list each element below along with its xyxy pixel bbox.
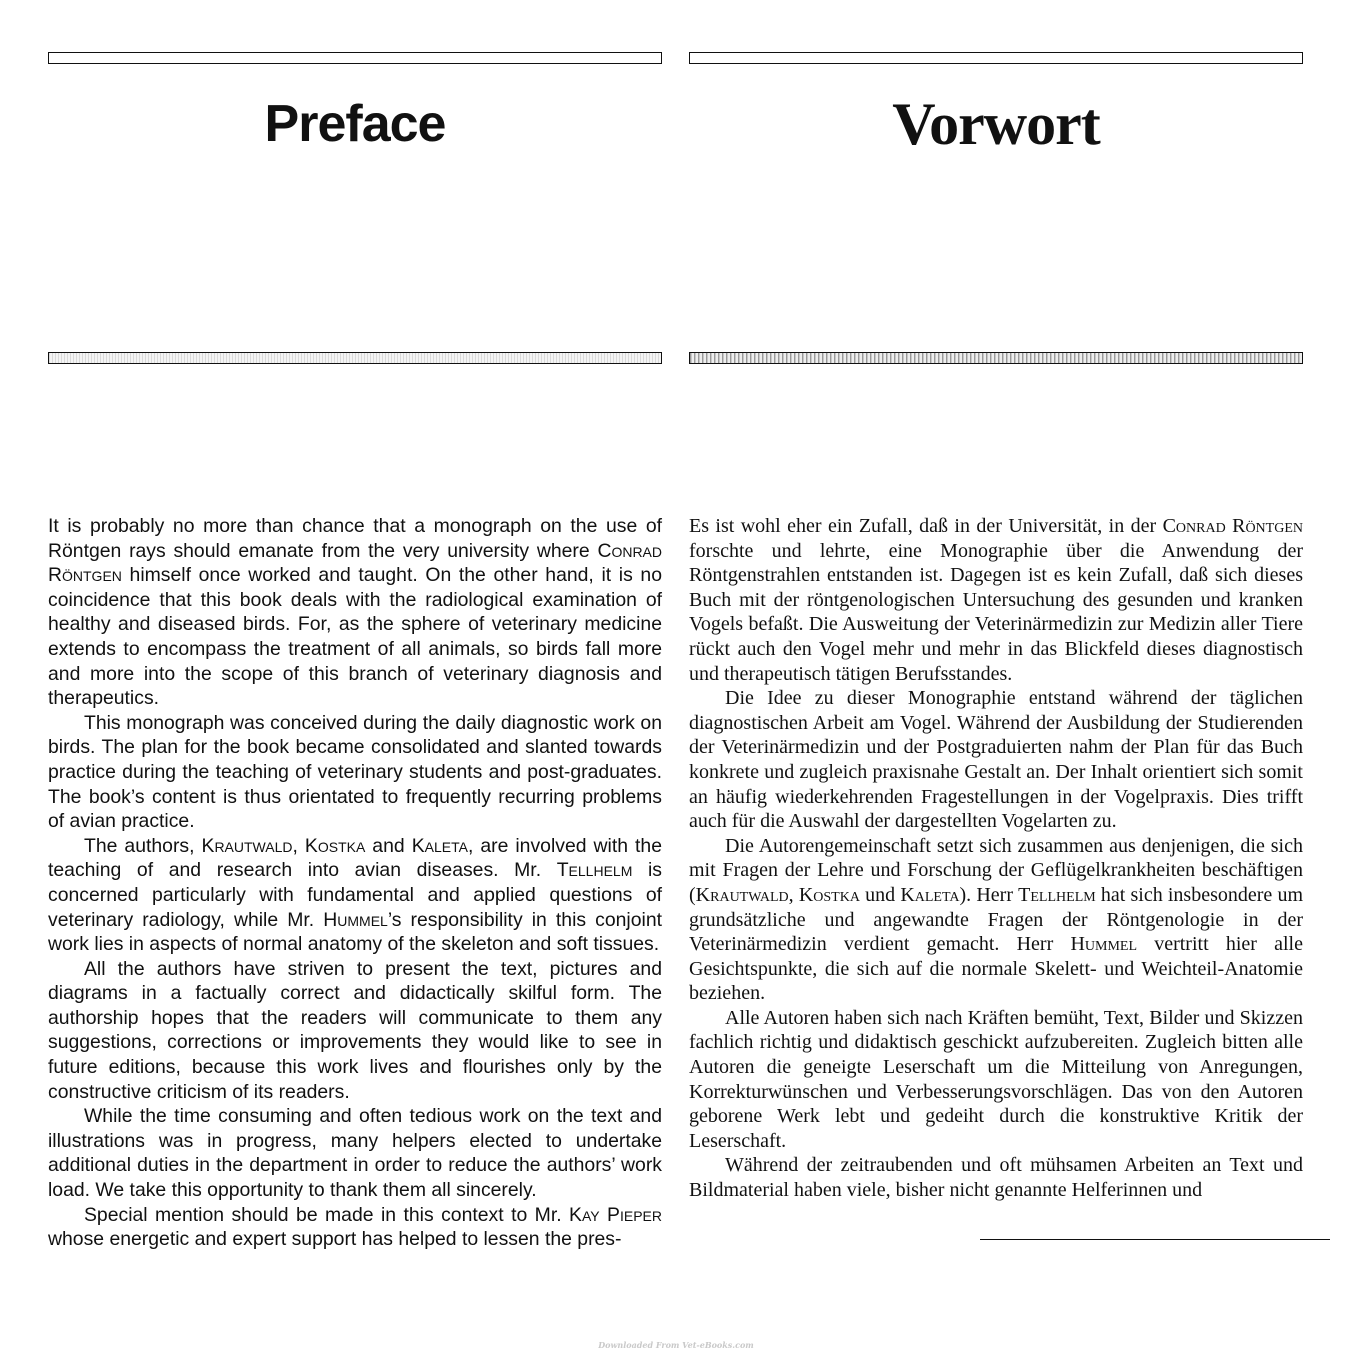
paragraph: The authors, Krautwald, Kostka and Kaleta, are involved with the teaching of and research into avian diseases. Mr. Tellhelm is concerned particularly with fundamental and applied questions of veterinary radiology, while Mr. Hummel’s responsibility in this conjoint work lies in aspects of normal anatomy of the skeleton and soft tissues. — [48, 834, 663, 956]
paragraph: All the authors have striven to present the text, pictures and diagrams in a factually correct and didactically skilful form. The authorship hopes that the readers will communicate to them any suggestions, corrections or improvements they would like to see in future editions, because this work lives and flourishes only by the constructive criticism of its readers. — [48, 957, 662, 1103]
paragraph: Während der zeitraubenden und oft mühsamen Arbeiten an Text und Bildmaterial haben viele, bisher nicht genannte Helferinnen und — [689, 1154, 1303, 1202]
paragraph: Die Idee zu dieser Monographie entstand während der täglichen diagnostischen Arbeit am Vogel. Während der Ausbildung der Studierenden der Veterinärmedizin und der Postgraduierten nahm der Plan für das Buch konkrete und zugleich praxisnahe Gestalt an. Der Inhalt orientiert sich somit an häufig wiederkehrenden Fragestellungen in der Vogelpraxis. Dies trifft auch für die Auswahl der dargestellten Vogelarten zu. — [689, 687, 1303, 833]
download-watermark: Downloaded From Vet-eBooks.com — [598, 1340, 754, 1350]
paragraph: Die Autorengemeinschaft setzt sich zusammen aus denjenigen, die sich mit Fragen der Lehre und Forschung der Geflügelkrankheiten beschäftigen (Krautwald, Kostka und Kaleta). Herr Tellhelm hat sich insbesondere um grundsätzliche und angewandte Fragen der Röntgenologie in der Veterinärmedizin verdient gemacht. Herr Hummel vertritt hier alle Gesichtspunkte, die sich auf die normale Skelett- und Weichteil-Anatomie beziehen. — [689, 834, 1303, 1005]
author-name: Krautwald — [695, 883, 789, 906]
author-name: Kostka — [798, 883, 860, 906]
preface-text — [48, 514, 662, 1252]
author-name: Kaleta — [900, 883, 960, 906]
author-name: Kaleta — [411, 834, 468, 857]
page-title: Vorwort — [892, 91, 1100, 157]
author-name: Tellhelm — [1018, 883, 1096, 906]
paragraph: Special mention should be made in this context to Mr. Kay Pieper whose energetic and expert support has helped to lessen the pres- — [48, 1203, 662, 1251]
underline-mark — [980, 1239, 1330, 1240]
paragraph: Alle Autoren haben sich nach Kräften bemüht, Text, Bilder und Skizzen fachlich richtig und didaktisch geschickt aufzubereiten. Zugleich bitten alle Autoren die geneigte Leserschaft um die Mitteilung von Anregungen, Korrekturwünschen und Verbesserungsvorschlägen. Das von den Autoren geborene Werk lebt und gedeiht durch die konstruktive Kritik der Leserschaft. — [689, 1006, 1303, 1152]
top-rule — [689, 52, 1303, 64]
author-name: Tellhelm — [556, 859, 633, 882]
paragraph: It is probably no more than chance that a monograph on the use of Röntgen rays should emanate from the very university where Conrad Röntgen himself once worked and taught. On the other hand, it is no coincidence that this book deals with the radiological examination of healthy and diseased birds. For, as the sphere of veterinary medicine extends to encompass the treatment of all animals, so birds fall more and more into the scope of this branch of veterinary diagnosis and therapeutics. — [48, 515, 662, 710]
author-name: Krautwald — [201, 834, 293, 857]
author-name: Conrad Röntgen — [48, 539, 662, 587]
paragraph: Es ist wohl eher ein Zufall, daß in der Universität, in der Conrad Röntgen forschte und lehrte, eine Monographie über die Anwendung der Röntgenstrahlen entstanden ist. Dagegen ist es kein Zufall, daß sich dieses Buch mit der röntgenologischen Untersuchung des gesunden und kranken Vogels befaßt. Die Ausweitung der Veterinärmedizin zur Medizin aller Tiere rückt auch den Vogel mehr und mehr in das Blickfeld dieses diagnostisch und therapeutisch tätigen Berufsstandes. — [689, 515, 1303, 685]
author-name: Conrad Röntgen — [1162, 515, 1303, 537]
author-name: Kostka — [304, 834, 366, 857]
paragraph: This monograph was conceived during the daily diagnostic work on birds. The plan for the book became consolidated and slanted towards practice during the teaching of veterinary students and post-graduates. The book’s content is thus orientated to frequently recurring problems of avian practice. — [48, 711, 662, 833]
bottom-rule — [689, 352, 1303, 364]
paragraph: While the time consuming and often tedious work on the text and illustrations was in progress, many helpers elected to undertake additional duties in the department in order to reduce the authors’ work load. We take this opportunity to thank them all sincerely. — [48, 1105, 662, 1202]
author-name: Hummel — [1070, 933, 1137, 956]
page-title: Preface — [264, 95, 446, 153]
author-name: Kay Pieper — [569, 1203, 662, 1226]
top-rule — [48, 52, 662, 64]
bottom-rule — [48, 352, 662, 364]
vorwort-text — [689, 514, 1303, 1203]
author-name: Hummel — [323, 908, 388, 931]
